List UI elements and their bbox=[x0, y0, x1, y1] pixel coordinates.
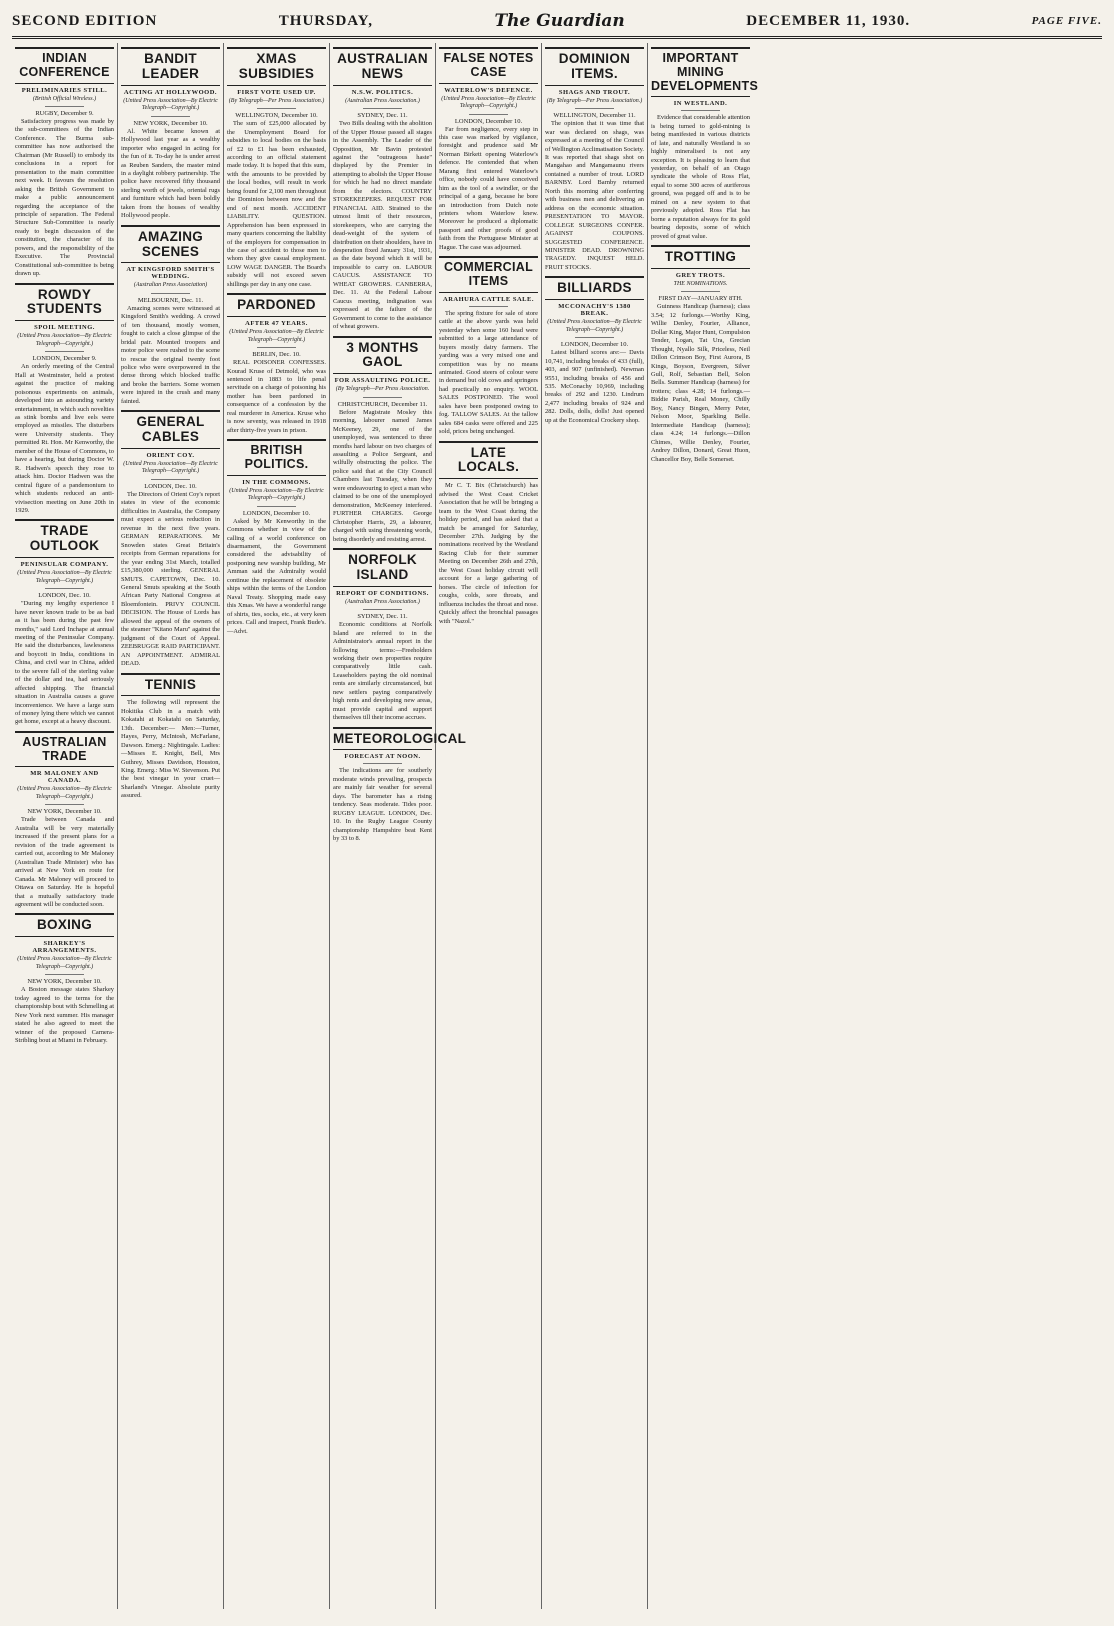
article-dateline: WELLINGTON, December 11. bbox=[553, 112, 636, 120]
divider bbox=[363, 763, 403, 764]
divider bbox=[257, 108, 297, 109]
article-body: The following will represent the Hokitika Club in a match with Kokatahi at Kokatahi on Saturday, 13th. December:— Men:—Turner, Hayes, Perry, McIntosh, McFarlane, Dawson. Emerg.: Nightingale. Ladies:—Misses E. Knight, Bell, Mrs Guthrey, Misses Davidson, Houston, King. Emerg.: Miss W. Stevenson. Put the best vinegar in your cruet—Sharland's Vinegar. Absolute purity assured. bbox=[121, 699, 220, 800]
article-credit: (United Press Association—By Electric Telegraph—Copyright.) bbox=[229, 487, 324, 502]
article-dateline: LONDON, Dec. 10. bbox=[144, 482, 197, 490]
article-subheading: FORECAST AT NOON. bbox=[344, 753, 421, 761]
article-credit: (United Press Association—By Electric Telegraph—Copyright.) bbox=[123, 97, 218, 112]
divider bbox=[45, 106, 85, 107]
article-subheading: PENINSULAR COMPANY. bbox=[20, 561, 109, 569]
article-subheading: ORIENT COY. bbox=[146, 451, 195, 459]
article-subheading: PRELIMINARIES STILL. bbox=[21, 86, 108, 94]
article-body: Far from negligence, every step in this case was marked by vigilance, foresight and prudence said Mr Norman Birkett opening Waterlow's defence. He contended that when Marang first entered Waterlow's office, nobody could have conceived him as the tool of a swindler, or the principal of a gang, because he bore an introduction from Dutch note printers whom Waterlow knew. Moreover he produced a diplomatic passport and other proofs of good faith from the Portuguese Minister at Hague. The case was adjourned. bbox=[439, 125, 538, 251]
divider bbox=[681, 110, 721, 111]
article-headline: LATE LOCALS. bbox=[439, 441, 538, 480]
article-dateline: MELBOURNE, Dec. 11. bbox=[137, 296, 204, 304]
column-2 bbox=[118, 43, 224, 1609]
divider bbox=[151, 479, 191, 480]
article bbox=[121, 225, 220, 407]
article bbox=[651, 47, 759, 241]
divider bbox=[257, 506, 297, 507]
article bbox=[15, 731, 114, 909]
article-body: "During my lengthy experience I have never known trade to be as bad as it has been during the past few months," said Lord Inchape at annual meeting of the Peninsular Company. He said the disturbances, lawlessness and boycott in India, conditions in China, and civil war in China, added to the severe fall of the sterling value of the dollar and tea, had seriously affected shipping. The financial situation in Australia causes a grave inconvenience. We have a large sum of money lying there which we cannot get home, except at a heavy discount. bbox=[15, 600, 114, 726]
article-headline: GENERAL CABLES bbox=[121, 410, 220, 449]
article-headline: INDIAN CONFERENCE bbox=[15, 47, 114, 84]
article-credit: (United Press Association—By Electric Telegraph—Copyright.) bbox=[17, 786, 112, 800]
divider bbox=[45, 588, 85, 589]
article-headline: FALSE NOTES CASE bbox=[439, 47, 538, 84]
article bbox=[227, 439, 326, 636]
divider bbox=[45, 974, 85, 975]
article-credit: (By Telegraph—Per Press Association. bbox=[335, 386, 430, 393]
article-headline: TRADE OUTLOOK bbox=[15, 519, 114, 558]
divider bbox=[575, 337, 615, 338]
article bbox=[121, 673, 220, 801]
article bbox=[333, 47, 432, 332]
article-subheading: FOR ASSAULTING POLICE. bbox=[334, 377, 431, 385]
article-credit: (United Press Association—By Electric Telegraph—Copyright.) bbox=[17, 333, 112, 347]
article-subheading: MR MALONEY AND CANADA. bbox=[30, 770, 99, 785]
article-body: A Boston message states Sharkey today agreed to the terms for the championship bout with Schmelling at New York next summer. His manager stated he also agreed to meet the winner of the proposed Carnera-Stribling bout at Miami in February. bbox=[15, 986, 114, 1044]
divider bbox=[363, 108, 403, 109]
article bbox=[439, 441, 538, 626]
article bbox=[545, 47, 644, 272]
divider bbox=[469, 114, 509, 115]
article-subheading: IN WESTLAND. bbox=[673, 100, 728, 108]
article-dateline: NEW YORK, December 10. bbox=[133, 119, 208, 127]
article-credit: (Australian Press Association.) bbox=[345, 97, 420, 104]
article-credit: (United Press Association—By Electric Telegraph—Copyright.) bbox=[123, 460, 218, 475]
article-body: Guinness Handicap (harness); class 3.54; 12 furlongs.—Worthy King, Willie Denley, Fourier, Alliance, Dollar King, Major Hunt, Compulsion Tender, Logan, Tat Ura, Grecian Thought, Nyallo Silk, Priceless, Neil Dillon Crimson Boy, First Aurora, B Kings, Boyson, Evergreen, Silver Gull, Rolf, Sebastian Bell, Solon Bells. Summer Handicap (harness) for trotters; class 4.28; 14 furlongs.—Biddie Parish, Real Money, Chilly Boy, Nancy Bingen, Merry Peter, Nelson Moor, Sparkling Belle. Intermediate Handicap (harness); class 4.24; 14 furlongs.—Dillon Chimes, Willie Denley, Fourier, Andrey Dillon, Donard, Great Huon, Chancellor Boy, Belle Somerset. bbox=[651, 303, 750, 463]
article-headline: IMPORTANT MINING DEVELOPMENTS bbox=[651, 47, 750, 97]
article bbox=[439, 256, 538, 436]
article-credit: (United Press Association—By Electric Telegraph—Copyright.) bbox=[17, 956, 112, 970]
column-6 bbox=[542, 43, 648, 1609]
article-body: Mr C. T. Bix (Christchurch) has advised the West Coast Cricket Association that he will be bringing a team to the West Coast during the holiday period, and has asked that a match be arranged for Saturday, December 27th. Judging by the nominations received by the Westland Racing Club for their summer Meeting on December 26th and 27th, the West Coast holiday circuit will account for a large gathering of horses. The circle of infection for coughs, colds, sore throats, and influenza includes the throat and nose. Quickly affect the bronchial passages with "Nazol." bbox=[439, 482, 538, 625]
article-headline: METEOROLOGICAL bbox=[333, 727, 432, 751]
article-dateline: RUGBY, December 9. bbox=[35, 110, 94, 117]
article-credit: THE NOMINATIONS. bbox=[673, 280, 728, 287]
article-dateline: CHRISTCHURCH, December 11. bbox=[337, 400, 428, 408]
article bbox=[651, 245, 750, 464]
article-credit: (British Official Wireless.) bbox=[32, 95, 97, 102]
article-headline: BRITISH POLITICS. bbox=[227, 439, 326, 476]
article bbox=[333, 727, 467, 844]
divider bbox=[363, 397, 403, 398]
article-dateline: FIRST DAY—JANUARY 8TH. bbox=[658, 295, 743, 303]
article-subheading: AT KINGSFORD SMITH'S WEDDING. bbox=[126, 266, 215, 281]
article-dateline: SYDNEY, Dec. 11. bbox=[357, 112, 408, 120]
article-credit: (By Telegraph—Per Press Association.) bbox=[546, 97, 643, 104]
article-credit: (United Press Association—By Electric Telegraph—Copyright.) bbox=[441, 95, 536, 109]
article-dateline: LONDON, Dec. 10. bbox=[38, 592, 91, 600]
article-body: REAL POISONER CONFESSES. Kourad Kruse of Detmold, who was sentenced in 1883 to life penal servitude on a charge of poisoning his mother has been pardoned in consequence of a confession by the real murderer in America. Kruse who is now seventy, was released in 1918 after thirty-five years in prison. bbox=[227, 359, 326, 434]
article-headline: BILLIARDS bbox=[545, 276, 644, 300]
article-body: The opinion that it was time that war was declared on shags, was expressed at a meeting of the Council of Wellington Acclimatisation Society. It was reported that shags shot on Mangahao and Mangamaunu rivers contained a number of trout. LORD BARNBY. Lord Barnby returned North this morning after conferring with business men and delivering an address on the economic situation. PRESENTATION TO MAYOR. COLLEGE SURGEONS CONFER. AGAINST COUPONS. SUGGESTED CONFERENCE. MINISTER DEAD. DROWNING TRAGEDY. INQUEST HELD. FRUIT STOCKS. bbox=[545, 120, 644, 271]
article-dateline: LONDON, December 10. bbox=[560, 341, 629, 349]
article-body: Trade between Canada and Australia will be very materially increased if the present plans for a revision of the trade agreement is carried out, according to Mr Maloney (Australian Trade Minister) who has arrived at New York en route for Canada. Mr Maloney will proceed to Ottawa on Saturday. He is hopeful that a mutually satisfactory trade agreement will be conducted soon. bbox=[15, 816, 114, 908]
column-7 bbox=[648, 43, 759, 1609]
article-dateline: NEW YORK, December 10. bbox=[27, 978, 102, 986]
article-subheading: SPOIL MEETING. bbox=[34, 324, 95, 332]
article bbox=[545, 276, 644, 425]
article-body: Evidence that considerable attention is being turned to gold-mining is being manifested in various districts of late, and naturally Westland is so highly mineralised is not any exception. It is pleasing to learn that yesterday, on behalf of an Otago syndicate the whole of Ross Flat, equal to some 300 acres of auriferous ground, was pegged off and is to be mined on a new system to that previously adopted. Ross Flat has borne a reputation always for its gold bearing deposits, some of which proved of great value. bbox=[651, 114, 750, 240]
issue-date: DECEMBER 11, 1930. bbox=[746, 12, 911, 29]
article-dateline: BERLIN, Dec. 10. bbox=[252, 351, 301, 359]
article bbox=[15, 913, 114, 1045]
article-subheading: ACTING AT HOLLYWOOD. bbox=[123, 88, 218, 96]
divider bbox=[575, 108, 615, 109]
article bbox=[15, 47, 114, 279]
article-headline: BOXING bbox=[15, 913, 114, 937]
article-body: Latest billiard scores are:— Davis 10,741, including breaks of 433 (full), 403, and 907 (unfinished). Newman 9551, including breaks of 456 and 535. McConachy 10,969, including breaks of 292 and 1230. Lindrum 2,477 including breaks of 924 and 282. Dolls, dolls, dolls! Just opened up at the Economical Crockery shop. bbox=[545, 349, 644, 424]
column-5 bbox=[436, 43, 542, 1609]
article-dateline: LONDON, December 9. bbox=[32, 355, 97, 363]
article-body: Before Magistrate Mosley this morning, labourer named James McKeeney, 29, one of the unemployed, was sentenced to three months hard labour on two charges of assaulting a Police Sergeant, and wilfully obstructing the police. The police said that at the City Council Chambers last Tuesday, when they were endeavouring to eject a man who claimed to be one of the unemployed demonstration, McKeeney interfered. FURTHER CHARGES. George Christopher Harris, 29, a labourer, charged with using threatening words, being disorderly and resisting arrest. bbox=[333, 408, 432, 543]
column-3 bbox=[224, 43, 330, 1609]
article-headline: XMAS SUBSIDIES bbox=[227, 47, 326, 86]
divider bbox=[257, 347, 297, 348]
columns-container bbox=[12, 43, 1102, 1609]
divider bbox=[469, 306, 509, 307]
article-subheading: SHARKEY'S ARRANGEMENTS. bbox=[32, 940, 97, 955]
article bbox=[439, 47, 538, 252]
article-headline: AUSTRALIAN TRADE bbox=[15, 731, 114, 768]
article bbox=[333, 336, 432, 544]
article-credit: (Australian Press Association.) bbox=[345, 598, 420, 605]
article-subheading: GREY TROTS. bbox=[675, 271, 726, 279]
article-credit: (United Press Association—By Electric Telegraph—Copyright.) bbox=[547, 319, 642, 333]
article-dateline: LONDON, December 10. bbox=[454, 117, 523, 125]
article-headline: TENNIS bbox=[121, 673, 220, 697]
divider bbox=[45, 804, 85, 805]
article-credit: (By Telegraph—Per Press Association.) bbox=[228, 97, 325, 104]
article-body: The Directors of Orient Coy's report states in view of the economic difficulties in Australia, the Company must expect a serious reduction in revenue in the next five years. GERMAN REPARATIONS. Mr Snowden states Great Britain's receipts from German reparations for the year ending 31st March, totalled £15,380,000 sterling. GENERAL SMUTS. CAPETOWN, Dec. 10. General Smuts speaking at the South African Party National Congress at Bloemfontein. PRIVY COUNCIL DECISION. The House of Lords has allowed the appeal of the owners of the steamer "Kitano Maru" against the judgment of the Court of Appeal. ZEEBRUGGE RAID PARTICIPANT. AN APPOINTMENT. ADMIRAL DEAD. bbox=[121, 490, 220, 668]
page-number: PAGE FIVE. bbox=[1031, 15, 1102, 27]
article-subheading: N.S.W. POLITICS. bbox=[351, 88, 414, 96]
article-dateline: WELLINGTON, December 10. bbox=[235, 112, 318, 120]
article-credit: (United Press Association—By Electric Telegraph—Copyright.) bbox=[229, 329, 324, 343]
article-subheading: ARAHURA CATTLE SALE. bbox=[443, 295, 534, 303]
article-body: Al. White became known at Hollywood last year as a wealthy importer who engaged in acting for the fun of it. To-day he is under arrest as Reuben Sanders, the master mind in a daylight robbery partnership. The police have recovered fifty thousand sterling worth of jewels, oriental rugs and furniture which had been boldly taken from the houses of wealthy Hollywood people. bbox=[121, 127, 220, 220]
article-body: Asked by Mr Kenworthy in the Commons whether in view of the calling of a world conference on disarmament, the Government considered the advisability of postponing new warship building, Mr Amman said the Admiralty would continue the replacement of obsolete ships within the terms of the London Naval Treaty. Shopping made easy this Xmas. We have a wonderful range of shirts, ties, socks, etc., at very keen prices. Call and inspect, Frank Bude's.—Advt. bbox=[227, 517, 326, 635]
article-subheading: IN THE COMMONS. bbox=[242, 478, 311, 486]
article bbox=[227, 47, 326, 289]
divider bbox=[681, 291, 721, 292]
article bbox=[227, 293, 326, 435]
article-body: Amazing scenes were witnessed at Kingsford Smith's wedding. A crowd of ten thousand, mostly women, fought to catch a close glimpse of the bridal pair. Mounted troopers and motor police were rushed to the scene to rescue the original twenty foot police who were overpowered in the dense throng which blocked traffic and broke the barriers. Some women were injured in the crush and many fainted. bbox=[121, 304, 220, 405]
article-headline: COMMERCIAL ITEMS bbox=[439, 256, 538, 293]
article-subheading: FIRST VOTE USED UP. bbox=[237, 88, 316, 96]
article-headline: AUSTRALIAN NEWS bbox=[333, 47, 432, 86]
newspaper-title: The Guardian bbox=[494, 11, 625, 31]
edition-label: SECOND EDITION bbox=[12, 12, 158, 29]
article-headline: NORFOLK ISLAND bbox=[333, 548, 432, 587]
article bbox=[15, 283, 114, 516]
article-headline: TROTTING bbox=[651, 245, 750, 269]
article-headline: DOMINION ITEMS. bbox=[545, 47, 644, 86]
day-label: THURSDAY, bbox=[278, 12, 373, 29]
article-subheading: MCCONACHY'S 1380 BREAK. bbox=[558, 303, 631, 318]
article-body: The indications are for southerly moderate winds prevailing, prospects are mainly fair weather for several days. The barometer has a rising tendency. Seas moderate. Tides poor. RUGBY LEAGUE. LONDON, Dec. 10. In the Rugby League County championship Hampshire beat Kent by 33 to 8. bbox=[333, 767, 432, 843]
article-headline: 3 MONTHS GAOL bbox=[333, 336, 432, 375]
article bbox=[15, 519, 114, 726]
masthead bbox=[12, 6, 1102, 39]
article bbox=[121, 410, 220, 668]
column-1 bbox=[12, 43, 118, 1609]
article-headline: BANDIT LEADER bbox=[121, 47, 220, 86]
article-body: Satisfactory progress was made by the sub-committees of the Indian Conference. The Burma sub-committee has now authorised the Chairman (Mr Russell) to embody its conclusions in a report for presentation to the main committee next week. It favours the resolution asking the British Government to make a public announcement regarding the acceptance of the principle of separation. The Federal Structure Sub-Committee is nearly ready to begin discussion of the constitution, the character of its powers, and the responsibility of the Executive. The Provincial Constitutional sub-committee is being drawn up. bbox=[15, 118, 114, 278]
article-credit: (Australian Press Association) bbox=[133, 282, 208, 289]
article-subheading: REPORT OF CONDITIONS. bbox=[336, 589, 429, 597]
article-body: An orderly meeting of the Central Hall at Westminster, held a protest against the practice of making poisonous experiments on animals, developed into an astounding variety entertainment, in which such novelties as stink bombs and live eels were employed as missiles. The disturbers were University students. They permitted Rt. Hon. Mr Kenworthy, the member of the House of Commons, to have a hearing, but during Doctor W. R. Hadwen's speech they rose to attack him. Doctor Hadwen was the central figure of a pandemonium to which students reduced an anti-vivisection meeting on June 20th in 1929. bbox=[15, 363, 114, 514]
article-subheading: AFTER 47 YEARS. bbox=[245, 320, 308, 328]
column-4 bbox=[330, 43, 467, 1609]
article bbox=[121, 47, 220, 221]
divider bbox=[45, 351, 85, 352]
article-dateline: NEW YORK, December 10. bbox=[27, 808, 102, 816]
divider bbox=[151, 116, 191, 117]
article-headline: AMAZING SCENES bbox=[121, 225, 220, 264]
article-subheading: SHAGS AND TROUT. bbox=[558, 88, 631, 96]
newspaper-page bbox=[12, 6, 1102, 1610]
article-headline: PARDONED bbox=[227, 293, 326, 317]
article-subheading: WATERLOW'S DEFENCE. bbox=[444, 86, 533, 94]
article-body: The spring fixture for sale of store cattle at the above yards was held yesterday when some 160 head were submitted to a large attendance of buyers mostly dairy farmers. The yarding was a very mixed one and competition was by no means animated. Good steers of colour were in demand but old cows and springers had practically no enquiry. WOOL SALES POSTPONED. The wool sales have been postponed owing to fog. TALLOW SALES. At the tallow sales 684 casks were offered and 225 sold, prices being unchanged. bbox=[439, 309, 538, 436]
article-dateline: SYDNEY, Dec. 11. bbox=[357, 613, 408, 621]
article-body: The sum of £25,000 allocated by the Unemployment Board for subsidies to local bodies on the basis of £2 to £1 has been exhausted, according to an official statement made today. It is hoped that this sum, with the amounts to be provided by the local bodies, will result in work being found for 2,100 men throughout the Dominion between now and the end of next month. ACCIDENT LIABILITY. QUESTION. Apprehension has been expressed in many quarters concerning the liability of the employers for compensation in the case of accident to those men to whom they give casual employment. LOW WAGE DANGER. The Board's subsidy will not exceed seven shillings per day in any one case. bbox=[227, 120, 326, 288]
article bbox=[333, 548, 432, 723]
article-credit: (United Press Association—By Electric Telegraph—Copyright.) bbox=[17, 570, 112, 584]
article-body: Economic conditions at Norfolk Island are referred to in the Administrator's annual report in the following terms:—Freeholders working their own properties require comparatively little cash. Leaseholders paying the old nominal rents are similarly circumstanced, but new settlers paying comparatively high rents and developing new areas, must provide capital and support themselves till their income accrues. bbox=[333, 621, 432, 722]
article-headline: ROWDY STUDENTS bbox=[15, 283, 114, 322]
divider bbox=[151, 293, 191, 294]
divider bbox=[363, 609, 403, 610]
article-dateline: LONDON, December 10. bbox=[242, 509, 311, 517]
article-body: Two Bills dealing with the abolition of the Upper House passed all stages in the Assembly. The Leader of the Opposition, Mr Bavin protested against the "outrageous haste" displayed by the Premier in attempting to abolish the Upper House for which he had no direct mandate from the electors. COUNTRY STOREKEEPERS. REQUEST FOR FINANCIAL AID. Strained to the utmost limit of their resources, storekeepers, who are carrying the dead-weight of the system of distribution on their shoulders, have in desperation fixed January 31st, 1931, as the date beyond which it will be impossible to carry on. LABOUR CAUCUS. ASSISTANCE TO WHEAT GROWERS. CANBERRA, Dec. 11. At the Federal Labour Caucus meeting, indignation was expressed at the failure of the Government to come to the assistance of wheat growers. bbox=[333, 120, 432, 331]
